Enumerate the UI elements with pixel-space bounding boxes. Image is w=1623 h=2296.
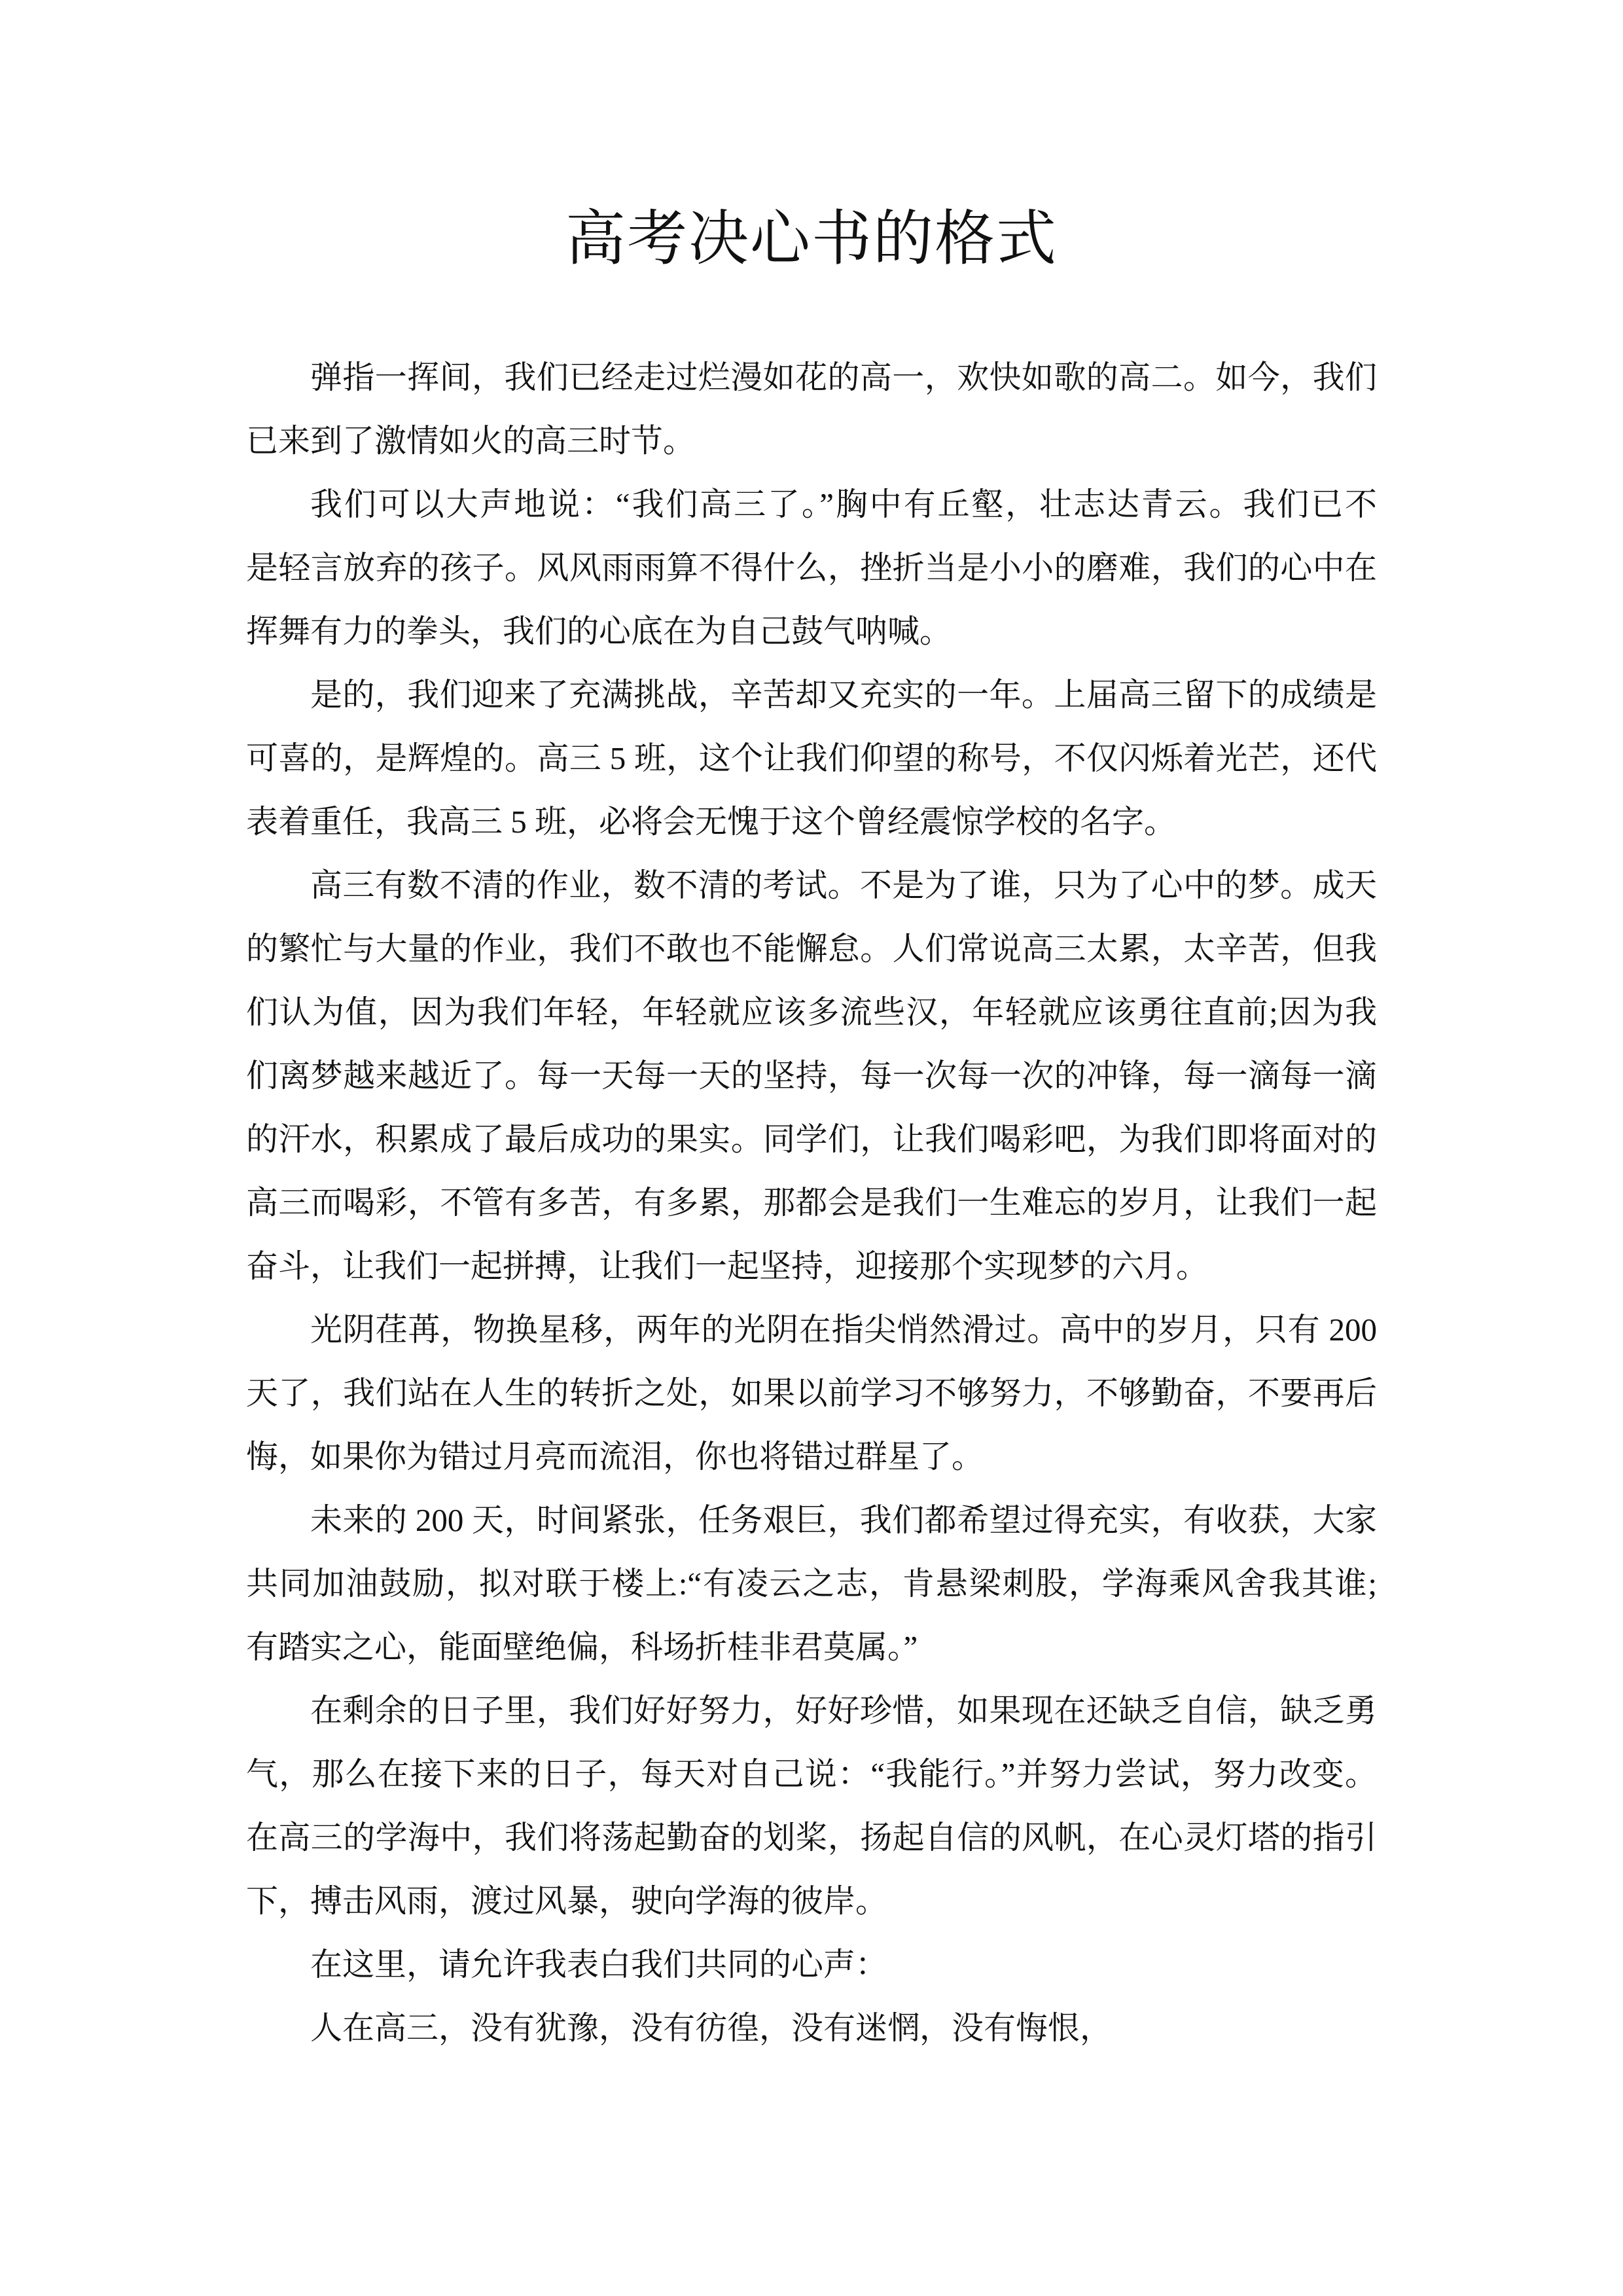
paragraph-line: 弹指一挥间，我们已经走过烂漫如花的高一，欢快如歌的高二。如今，我们 — [310, 359, 1377, 395]
paragraph-line: 表着重任，我高三 5 班，必将会无愧于这个曾经震惊学校的名字。 — [246, 804, 1177, 840]
paragraph-line: 高三有数不清的作业，数不清的考试。不是为了谁，只为了心中的梦。成天 — [310, 867, 1377, 903]
paragraph-line: 气，那么在接下来的日子，每天对自己说：“我能行。”并努力尝试，努力改变。 — [246, 1756, 1377, 1792]
paragraph-line: 共同加油鼓励，拟对联于楼上:“有凌云之志，肯悬梁刺股，学海乘风舍我其谁; — [246, 1566, 1377, 1602]
paragraph — [246, 346, 1377, 473]
paragraph-line: 挥舞有力的拳头，我们的心底在为自己鼓气呐喊。 — [246, 613, 952, 649]
paragraph — [246, 1679, 1377, 1933]
paragraph-line: 高三而喝彩，不管有多苦，有多累，那都会是我们一生难忘的岁月，让我们一起 — [246, 1185, 1377, 1221]
paragraph-line: 可喜的，是辉煌的。高三 5 班，这个让我们仰望的称号，不仅闪烁着光芒，还代 — [246, 740, 1377, 776]
paragraph-line: 未来的 200 天，时间紧张，任务艰巨，我们都希望过得充实，有收获，大家 — [310, 1502, 1377, 1538]
paragraph-line: 下，搏击风雨，渡过风暴，驶向学海的彼岸。 — [246, 1883, 888, 1919]
paragraph-line: 人在高三，没有犹豫，没有彷徨，没有迷惘，没有悔恨， — [310, 2010, 1113, 2046]
paragraph — [246, 663, 1377, 853]
paragraph — [246, 1933, 1377, 1996]
paragraph-line: 光阴荏苒，物换星移，两年的光阴在指尖悄然滑过。高中的岁月，只有 200 — [310, 1312, 1377, 1348]
paragraph-line: 天了，我们站在人生的转折之处，如果以前学习不够努力，不够勤奋，不要再后 — [246, 1375, 1377, 1411]
paragraph-line: 的汗水，积累成了最后成功的果实。同学们，让我们喝彩吧，为我们即将面对的 — [246, 1121, 1377, 1157]
paragraph-line: 奋斗，让我们一起拼搏，让我们一起坚持，迎接那个实现梦的六月。 — [246, 1248, 1209, 1284]
paragraph — [246, 1996, 1377, 2060]
document-body — [246, 346, 1377, 2060]
paragraph-line: 在剩余的日子里，我们好好努力，好好珍惜，如果现在还缺乏自信，缺乏勇 — [310, 1693, 1377, 1729]
paragraph-line: 在这里，请允许我表白我们共同的心声： — [310, 1946, 888, 1982]
paragraph-line: 有踏实之心，能面壁绝偏，科场折桂非君莫属。” — [246, 1629, 918, 1665]
paragraph-line: 的繁忙与大量的作业，我们不敢也不能懈怠。人们常说高三太累，太辛苦，但我 — [246, 931, 1377, 967]
paragraph — [246, 853, 1377, 1298]
paragraph-line: 在高三的学海中，我们将荡起勤奋的划桨，扬起自信的风帆，在心灵灯塔的指引 — [246, 1820, 1377, 1856]
paragraph-line: 是轻言放弃的孩子。风风雨雨算不得什么，挫折当是小小的磨难，我们的心中在 — [246, 550, 1377, 586]
paragraph — [246, 1298, 1377, 1488]
paragraph-line: 已来到了激情如火的高三时节。 — [246, 423, 696, 459]
document-title: 高考决心书的格式 — [565, 206, 1058, 272]
paragraph-line: 我们可以大声地说：“我们高三了。”胸中有丘壑，壮志达青云。我们已不 — [310, 486, 1377, 522]
paragraph-line: 们认为值，因为我们年轻，年轻就应该多流些汉，年轻就应该勇往直前;因为我 — [246, 994, 1377, 1030]
paragraph-line: 们离梦越来越近了。每一天每一天的坚持，每一次每一次的冲锋，每一滴每一滴 — [246, 1058, 1377, 1094]
paragraph-line: 悔，如果你为错过月亮而流泪，你也将错过群星了。 — [246, 1439, 984, 1475]
paragraph — [246, 1488, 1377, 1679]
paragraph-line: 是的，我们迎来了充满挑战，辛苦却又充实的一年。上届高三留下的成绩是 — [310, 677, 1377, 713]
paragraph — [246, 473, 1377, 663]
